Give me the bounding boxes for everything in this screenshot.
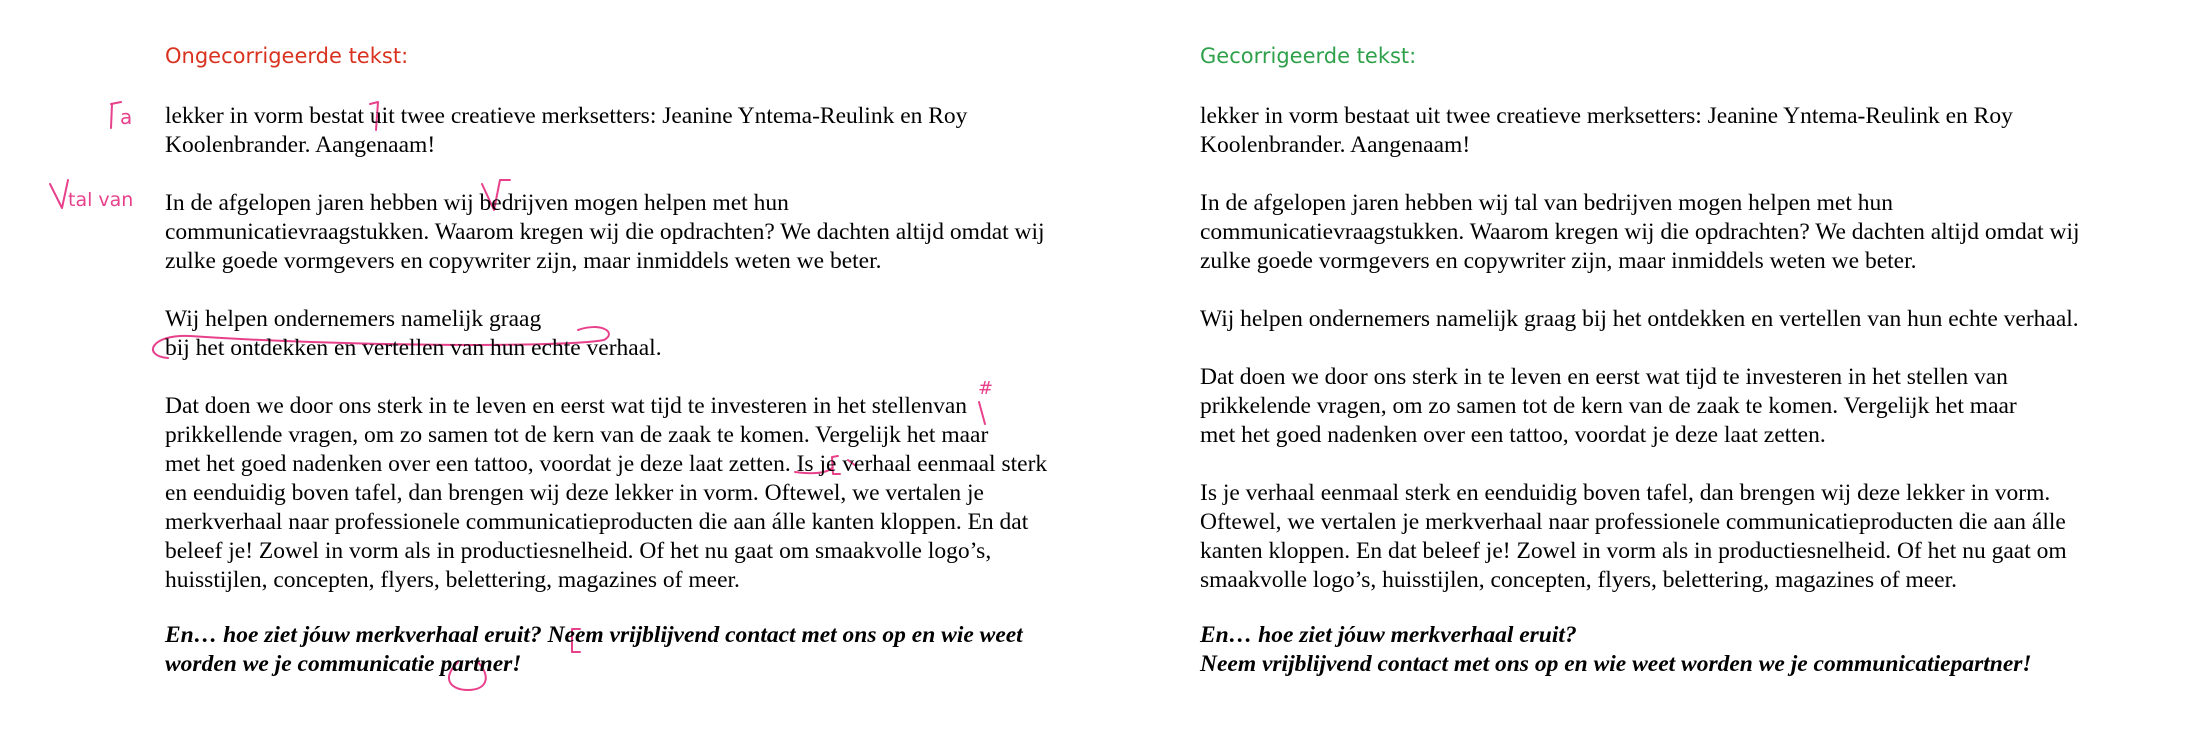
text-line: communicatievraagstukken. Waarom kregen wij die opdrachten? We dachten altijd omdat wij (165, 219, 1045, 245)
uncorrected-paragraph-3 (165, 305, 662, 363)
margin-note-hash: # (978, 378, 994, 399)
text-line: kanten kloppen. En dat beleef je! Zowel in vorm als in productiesnelheid. Of het nu gaat om (1200, 538, 2067, 564)
text-line: prikkellende vragen, om zo samen tot de kern van de zaak te komen. Vergelijk het maar (165, 422, 989, 448)
text-line: Neem vrijblijvend contact met ons op en wie weet worden we je communicatiepartner! (1200, 651, 2032, 677)
text-line: prikkelende vragen, om zo samen tot de kern van de zaak te komen. Vergelijk het maar (1200, 393, 2017, 419)
uncorrected-heading: Ongecorrigeerde tekst: (165, 44, 409, 68)
margin-note-a: a (120, 105, 133, 129)
text-line: Is je verhaal eenmaal sterk en eenduidig boven tafel, dan brengen wij deze lekker in vorm. (1200, 480, 2051, 506)
corrected-paragraph-1 (1200, 102, 2013, 160)
corrected-call-to-action (1200, 621, 2032, 679)
text-line: zulke goede vormgevers en copywriter zijn, maar inmiddels weten we beter. (1200, 248, 1917, 274)
text-line: met het goed nadenken over een tattoo, voordat je deze laat zetten. (1200, 422, 1826, 448)
text-line: met het goed nadenken over een tattoo, voordat je deze laat zetten. Is je verhaal eenmaal sterk (165, 451, 1048, 477)
margin-caret-mark (50, 180, 68, 208)
text-line: En… hoe ziet jóuw merkverhaal eruit? Neem vrijblijvend contact met ons op en wie weet (165, 622, 1023, 648)
uncorrected-paragraph-4 (165, 392, 1047, 595)
corrected-paragraph-2 (1200, 189, 2080, 276)
text-line: huisstijlen, concepten, flyers, belettering, magazines of meer. (165, 567, 740, 593)
text-line: smaakvolle logo’s, huisstijlen, concepten, flyers, belettering, magazines of meer. (1200, 567, 1958, 593)
text-line: worden we je communicatie partner! (165, 651, 522, 677)
text-line: merkverhaal naar professionele communicatieproducten die aan álle kanten kloppen. En dat (165, 509, 1029, 535)
text-line: bij het ontdekken en vertellen van hun echte verhaal. (165, 335, 662, 361)
text-line: en eenduidig boven tafel, dan brengen wij deze lekker in vorm. Oftewel, we vertalen je (165, 480, 984, 506)
uncorrected-paragraph-2 (165, 189, 1045, 276)
text-line: Wij helpen ondernemers namelijk graag bij het ontdekken en vertellen van hun echte verhaal. (1200, 306, 2079, 332)
corrected-paragraph-3 (1200, 305, 2079, 334)
text-line: beleef je! Zowel in vorm als in productiesnelheid. Of het nu gaat om smaakvolle logo’s, (165, 538, 992, 564)
text-line: Oftewel, we vertalen je merkverhaal naar professionele communicatieproducten die aan álle (1200, 509, 2066, 535)
text-line: Koolenbrander. Aangenaam! (1200, 132, 1471, 158)
text-line: In de afgelopen jaren hebben wij bedrijven mogen helpen met hun (165, 190, 789, 216)
text-line: En… hoe ziet jóuw merkverhaal eruit? (1200, 622, 1577, 648)
corrected-paragraph-5 (1200, 479, 2067, 595)
text-line: Dat doen we door ons sterk in te leven en eerst wat tijd te investeren in het stellenvan (165, 393, 968, 419)
text-line: Koolenbrander. Aangenaam! (165, 132, 436, 158)
text-line: lekker in vorm bestaat uit twee creatieve merksetters: Jeanine Yntema-Reulink en Roy (1200, 103, 2013, 129)
text-line: Wij helpen ondernemers namelijk graag (165, 306, 542, 332)
corrected-heading: Gecorrigeerde tekst: (1200, 44, 1417, 68)
corrected-paragraph-4 (1200, 363, 2017, 450)
text-line: zulke goede vormgevers en copywriter zijn, maar inmiddels weten we beter. (165, 248, 882, 274)
text-line: communicatievraagstukken. Waarom kregen wij die opdrachten? We dachten altijd omdat wij (1200, 219, 2080, 245)
uncorrected-call-to-action (165, 621, 1023, 679)
text-line: lekker in vorm bestat uit twee creatieve merksetters: Jeanine Yntema-Reulink en Roy (165, 103, 968, 129)
text-line: Dat doen we door ons sterk in te leven en eerst wat tijd te investeren in het stellen van (1200, 364, 2008, 390)
uncorrected-paragraph-1 (165, 102, 967, 160)
margin-note-tal-van: tal van (68, 189, 134, 211)
text-line: In de afgelopen jaren hebben wij tal van bedrijven mogen helpen met hun (1200, 190, 1894, 216)
